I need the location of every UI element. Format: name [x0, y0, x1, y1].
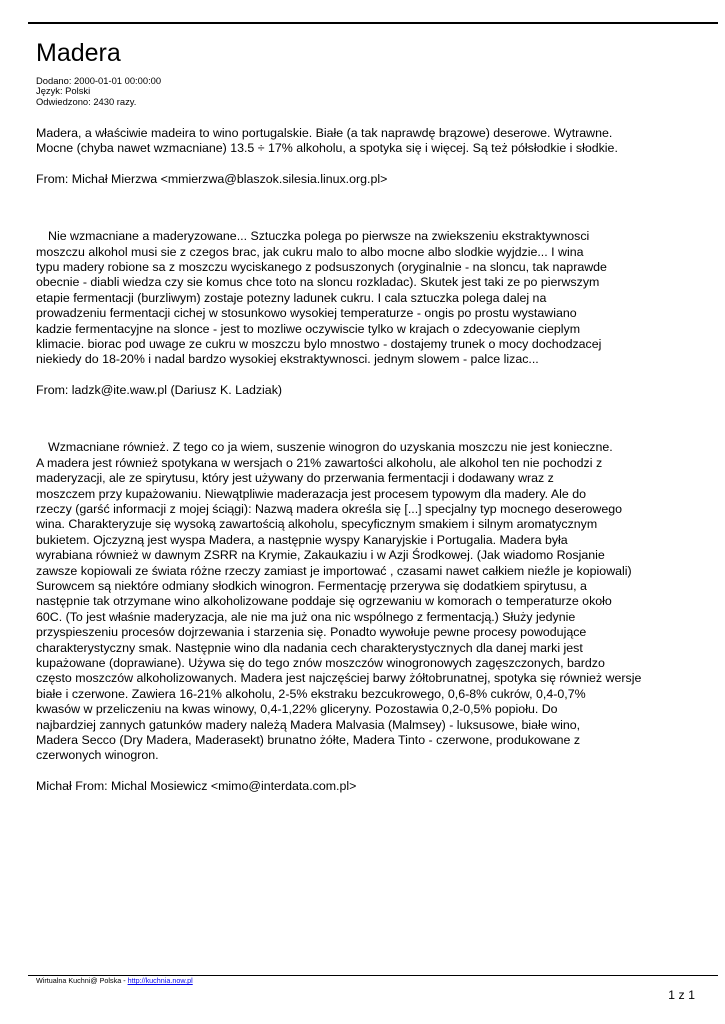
meta-added: Dodano: 2000-01-01 00:00:00 [36, 75, 162, 86]
entry-author: Michał From: Michal Mosiewicz <mimo@interdata.com.pl> [36, 778, 357, 793]
article-body [36, 126, 686, 794]
meta-language: Język: Polski [36, 85, 91, 97]
entry-author: From: ladzk@ite.waw.pl (Dariusz K. Ladziak) [36, 382, 283, 397]
entry-text: Wzmacniane również. Z tego co ja wiem, suszenie winogron do uzyskania moszczu nie jest konieczne. A madera jest również spotykana w wersjach o 21% zawartości alkoholu, ale alkohol ten nie pochodzi z maderyzacji, ale ze spirytusu, który jest używany do przerwania fermentacji i dodawany wraz z moszczem przy kupażowaniu. Niewątpliwie maderazacja jest procesem typowym dla madery. Ale do rzeczy (garść informacji z mojej ściągi): Nazwą madera określa się [...] specjalny typ mocnego deserowego wina. Charakteryzuje się wysoką zawartością alkoholu, specyficznym smakiem i silnym aromatycznym bukietem. Ojczyzną jest wyspa Madera, a następnie wyspy Kanaryjskie i Portugalia. Madera była wyrabiana również w dawnym ZSRR na Krymie, Zakaukaziu i w Azji Środkowej. (Jak wiadomo Rosjanie zawsze kopiowali ze świata różne rzeczy zamiast je importować , czasami nawet całkiem nieźle je kopiowali) Surowcem są niektóre odmiany słodkich winogron. Fermentację przerywa się dodatkiem spirytusu, a następnie tak otrzymane wino alkoholizowane poddaje się ogrzewaniu w komorach o temperaturze około 60C. (To jest właśnie maderyzacja, ale nie ma już ona nic wspólnego z fermentacją.) Służy jedynie przyspieszeniu procesów dojrzewania i starzenia się. Ponadto wywołuje pewne procesy powodujące charakterystyczny smak. Następnie wino dla nadania cech charakterystycznych dla danej marki jest kupażowane (doprawiane). Używa się do tego znów moszczów winogronowych zagęszczonych, bardzo często moszczów alkoholizowanych. Madera jest najczęściej barwy żółtobrunatnej, spotyka się również wersje białe i czerwone. Zawiera 16-21% alkoholu, 2-5% ekstraku bezcukrowego, 0,6-8% cukrów, 0,4-0,7% kwasów w przeliczeniu na kwas winowy, 0,4-1,22% gliceryny. Pozostawia 0,2-0,5% popiołu. Do najbardziej zannych gatunków madery należą Madera Malvasia (Malmsey) - luksusowe, białe wino, Madera Secco (Dry Madera, Maderasekt) brunatno żółte, Madera Tinto - czerwone, produkowane z czerwonych winogron. [36, 440, 642, 763]
footer-link[interactable]: http://kuchnia.now.pl [127, 976, 193, 985]
page-title: Madera [36, 39, 121, 67]
footer-site: Wirtualna Kuchni@ Polska - [36, 976, 128, 985]
article-meta [36, 76, 161, 107]
top-rule [28, 22, 718, 24]
entry-author: From: Michał Mierzwa <mmierzwa@blaszok.silesia.linux.org.pl> [36, 171, 388, 186]
entry-text: Madera, a właściwie madeira to wino portugalskie. Białe (a tak naprawdę brązowe) deserowe. Wytrawne. Mocne (chyba nawet wzmacniane) 13.5 ÷ 17% alkoholu, a spotyka się i więcej. Są też półsłodkie i słodkie. [36, 126, 618, 156]
footer [36, 977, 193, 985]
page-number: 1 z 1 [668, 988, 695, 1002]
entry-text: Nie wzmacniane a maderyzowane... Sztuczka polega po pierwsze na zwiekszeniu ekstraktywnosci moszczu alkohol musi sie z czegos brac, jak cukru malo to albo mocne albo slodkie wyjdzie... I wina typu madery robione sa z moszczu wyciskanego z podsuszonych (oryginalnie - na sloncu, tak naprawde obecnie - diabli wiedza czy sie komus chce toto na sloncu rozkladac). Skutek jest taki ze po pierwszym etapie fermentacji (burzliwym) zostaje potezny ladunek cukru. I cala sztuczka polega dalej na prowadzeniu fermentacji cichej w stosunkowo wysokiej temperaturze - ongis po prostu wystawiano kadzie fermentacyjne na slonce - jest to mozliwe oczywiscie tylko w krajach o zdecyowanie cieplym klimacie. biorac pod uwage ze cukru w moszczu bylo mnostwo - dostajemy trunek o mocy dochodzacej niekiedy do 18-20% i nadal bardzo wysokiej ekstraktywnosci. jednym slowem - palce lizac... [36, 229, 607, 367]
meta-visited: Odwiedzono: 2430 razy. [36, 95, 137, 107]
